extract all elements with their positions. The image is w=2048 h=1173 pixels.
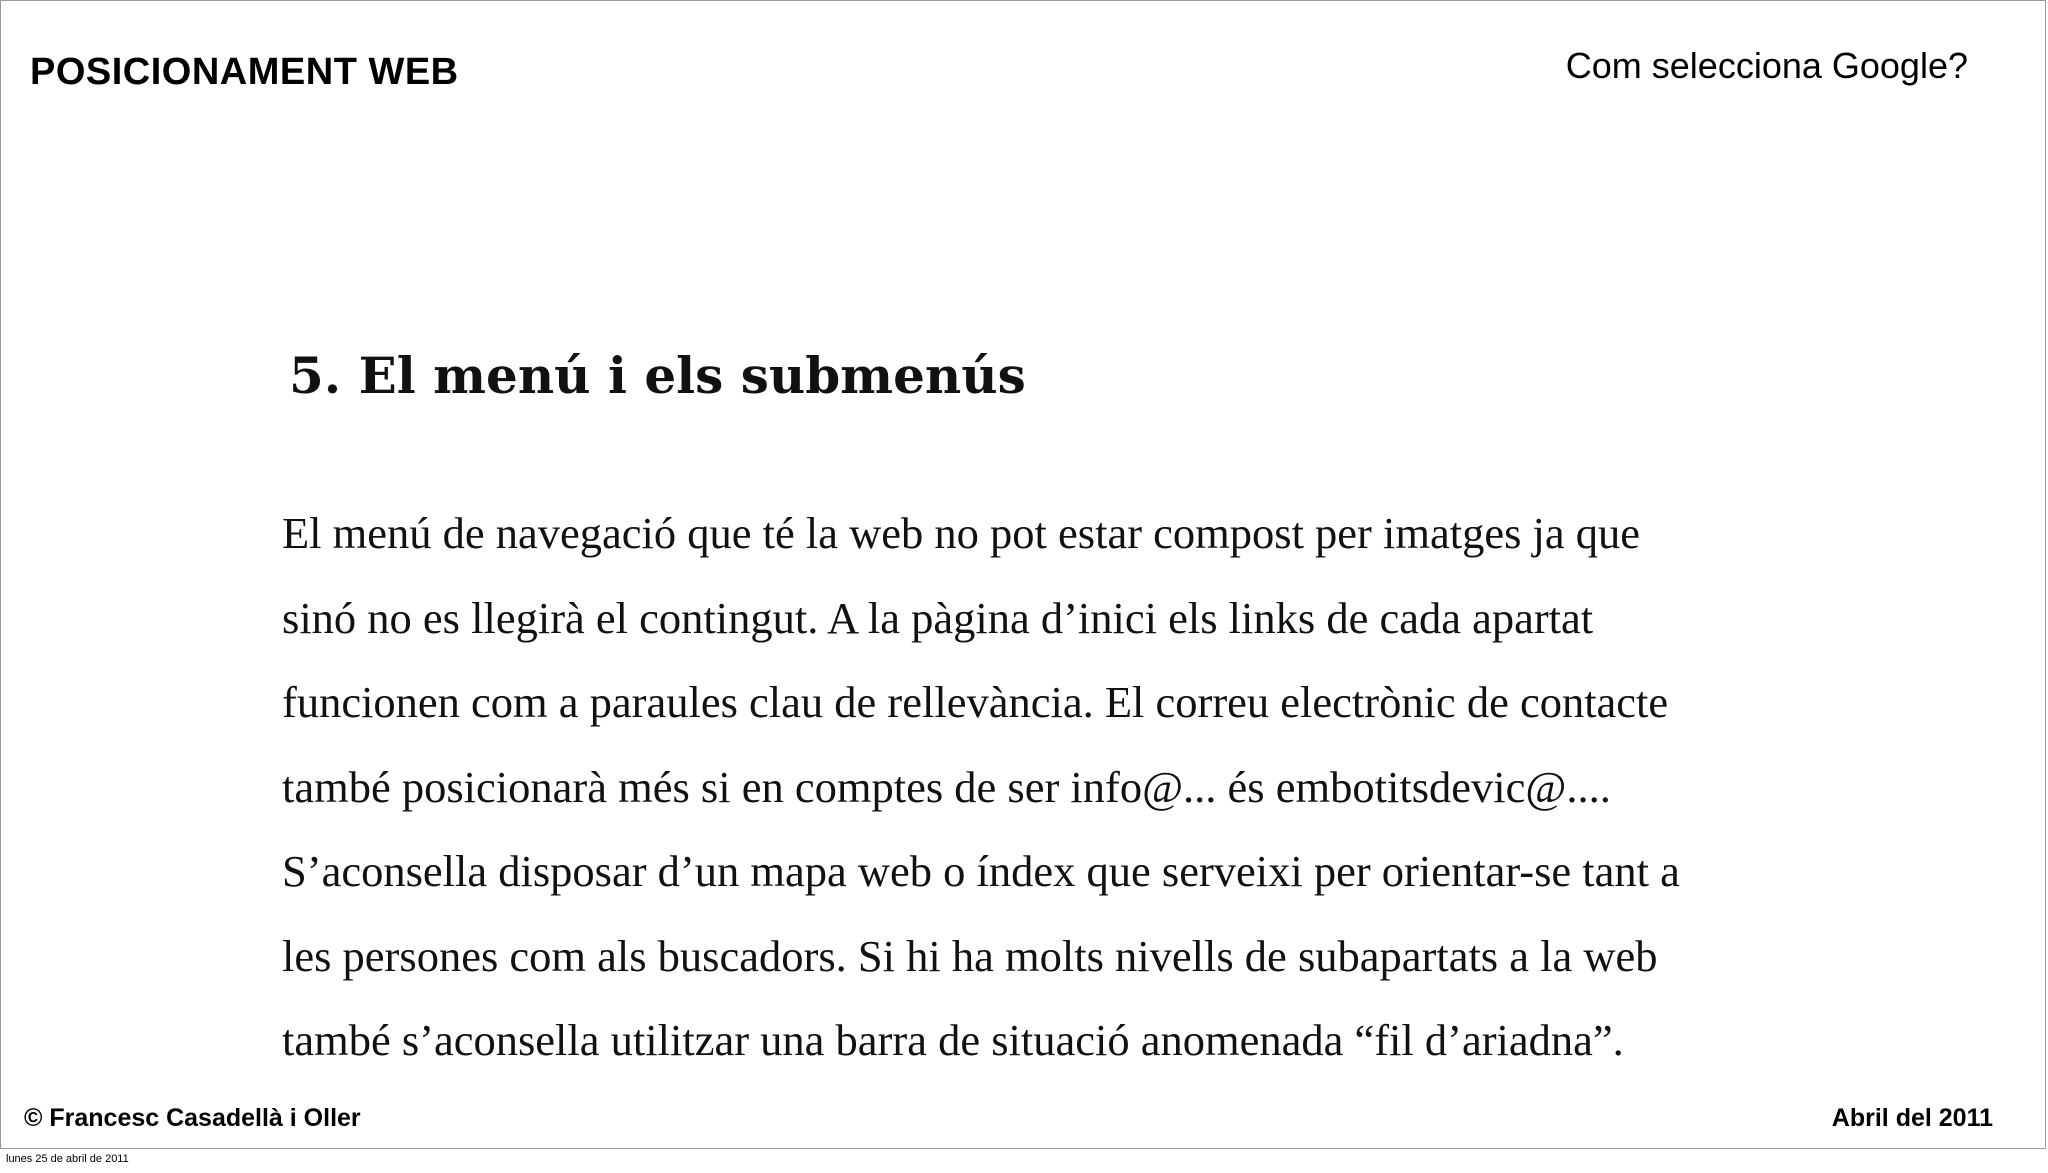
print-date: lunes 25 de abril de 2011: [6, 1153, 129, 1165]
body-line: sinó no es llegirà el contingut. A la pàgina d’inici els links de cada apartat: [282, 592, 1594, 643]
body-line: funcionen com a paraules clau de rellevància. El correu electrònic de contacte: [282, 677, 1669, 727]
footer-date: Abril del 2011: [1831, 1104, 1993, 1132]
body-line: també posicionarà més si en comptes de ser info@... és embotitsdevic@....: [282, 761, 1611, 812]
body-line: també s’aconsella utilitzar una barra de situació anomenada “fil d’ariadna”.: [282, 1015, 1624, 1065]
author-credit: © Francesc Casadellà i Oller: [24, 1104, 361, 1132]
body-line: les persones com als buscadors. Si hi ha molts nivells de subapartats a la web: [282, 930, 1658, 981]
brand-title: POSICIONAMENT WEB: [30, 51, 459, 93]
section-title: 5. El menú i els submenús: [289, 346, 1026, 405]
body-line: S’aconsella disposar d’un mapa web o índex que serveixi per orientar-se tant a: [282, 846, 1680, 896]
body-paragraph: [282, 491, 1902, 1083]
body-line: El menú de navegació que té la web no pot estar compost per imatges ja que: [282, 508, 1641, 558]
topic-title: Com selecciona Google?: [1565, 45, 1968, 86]
